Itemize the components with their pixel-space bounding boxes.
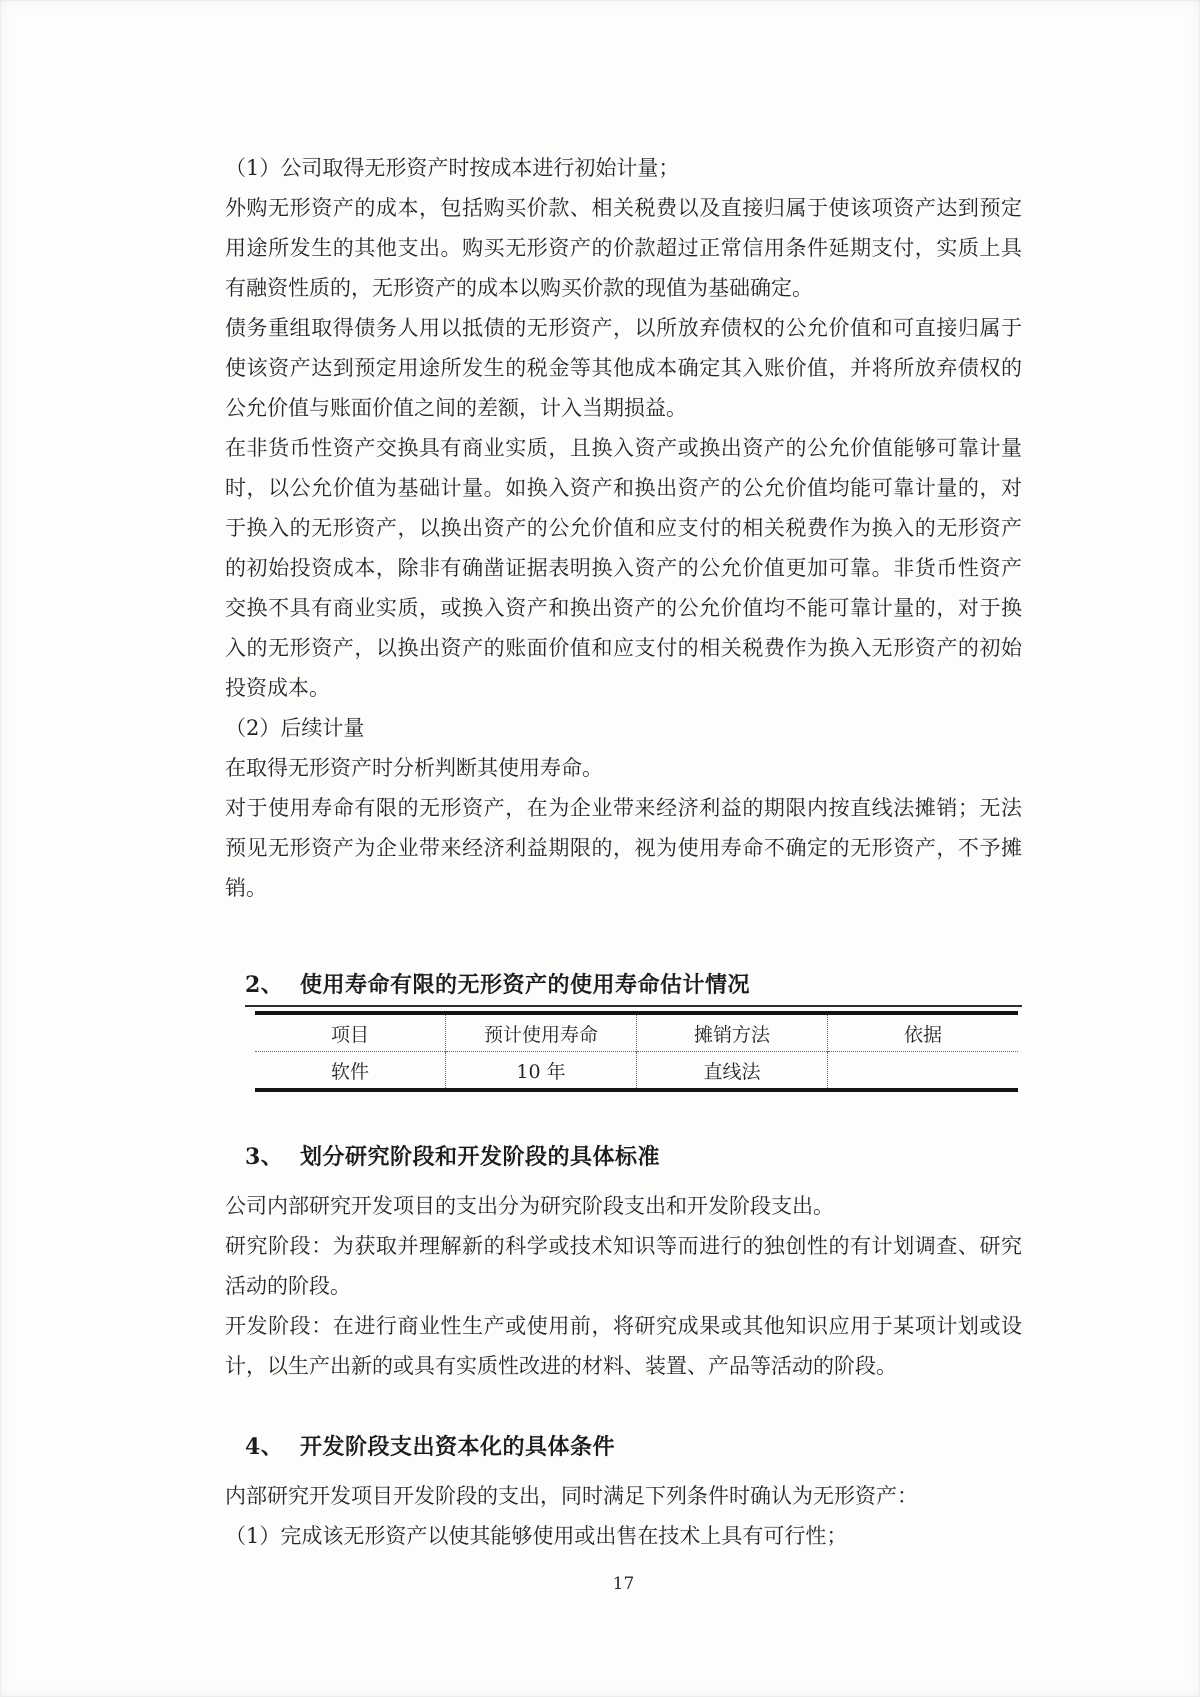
paragraph-amortization-policy: 对于使用寿命有限的无形资产，在为企业带来经济利益的期限内按直线法摊销；无法预见无形资产为企业带来经济利益期限的，视为使用寿命不确定的无形资产，不予摊销。 (225, 796, 1022, 900)
paragraph-development-stage: 开发阶段：在进行商业性生产或使用前，将研究成果或其他知识应用于某项计划或设计，以生产出新的或具有实质性改进的材料、装置、产品等活动的阶段。 (225, 1314, 1022, 1378)
table-header-item: 项目 (330, 1023, 369, 1046)
paragraph-purchased-asset-cost: 外购无形资产的成本，包括购买价款、相关税费以及直接归属于使该项资产达到预定用途所发生的其他支出。购买无形资产的价款超过正常信用条件延期支付，实质上具有融资性质的，无形资产的成本以购买价款的现值为基础确定。 (225, 196, 1022, 300)
paragraph-debt-restructuring: 债务重组取得债务人用以抵债的无形资产，以所放弃债权的公允价值和可直接归属于使该资产达到预定用途所发生的税金等其他成本确定其入账价值，并将所放弃债权的公允价值与账面价值之间的差额，计入当期损益。 (225, 316, 1022, 420)
section-number: 3、 (245, 1144, 284, 1170)
table-header-row (255, 1013, 1018, 1052)
paragraph-capitalization-intro: 内部研究开发项目开发阶段的支出，同时满足下列条件时确认为无形资产： (225, 1484, 918, 1508)
section-title: 开发阶段支出资本化的具体条件 (300, 1434, 616, 1460)
section-heading-useful-life (245, 970, 1022, 1007)
paragraph-condition-1: （1）完成该无形资产以使其能够使用或出售在技术上具有可行性； (225, 1524, 848, 1548)
paragraph-nonmonetary-exchange: 在非货币性资产交换具有商业实质，且换入资产或换出资产的公允价值能够可靠计量时，以公允价值为基础计量。如换入资产和换出资产的公允价值均能可靠计量的，对于换入的无形资产，以换出资产的公允价值和应支付的相关税费作为换入的无形资产的初始投资成本，除非有确凿证据表明换入资产的公允价值更加可靠。非货币性资产交换不具有商业实质，或换入资产和换出资产的公允价值均不能可靠计量的，对于换入的无形资产，以换出资产的账面价值和应支付的相关税费作为换入无形资产的初始投资成本。 (225, 436, 1022, 700)
section-number: 2、 (245, 972, 284, 998)
section-number: 4、 (245, 1434, 284, 1460)
section-title: 划分研究阶段和开发阶段的具体标准 (300, 1144, 661, 1170)
paragraph-rd-expenditure-split: 公司内部研究开发项目的支出分为研究阶段支出和开发阶段支出。 (225, 1194, 834, 1218)
table-header-basis: 依据 (827, 1013, 1018, 1052)
paragraph-useful-life-judgement: 在取得无形资产时分析判断其使用寿命。 (225, 756, 603, 780)
cell-item: 软件 (330, 1060, 369, 1083)
cell-basis (827, 1052, 1018, 1091)
table-row-software (255, 1052, 1018, 1091)
section-heading-capitalization-conditions (245, 1432, 1022, 1462)
cell-estimated-life: 10 年 (446, 1052, 637, 1091)
paragraph-subsequent-measurement: （2）后续计量 (225, 716, 365, 740)
table-header-amortization-method: 摊销方法 (636, 1013, 827, 1052)
cell-amortization-method: 直线法 (636, 1052, 827, 1091)
section-heading-rd-stages (245, 1142, 1022, 1172)
paragraph-research-stage: 研究阶段：为获取并理解新的科学或技术知识等而进行的独创性的有计划调查、研究活动的阶段。 (225, 1234, 1022, 1298)
page-number: 17 (612, 1574, 635, 1594)
useful-life-table (255, 1011, 1018, 1092)
paragraph-initial-measurement: （1）公司取得无形资产时按成本进行初始计量； (225, 156, 680, 180)
section-title: 使用寿命有限的无形资产的使用寿命估计情况 (300, 972, 751, 998)
table-header-estimated-life: 预计使用寿命 (446, 1013, 637, 1052)
